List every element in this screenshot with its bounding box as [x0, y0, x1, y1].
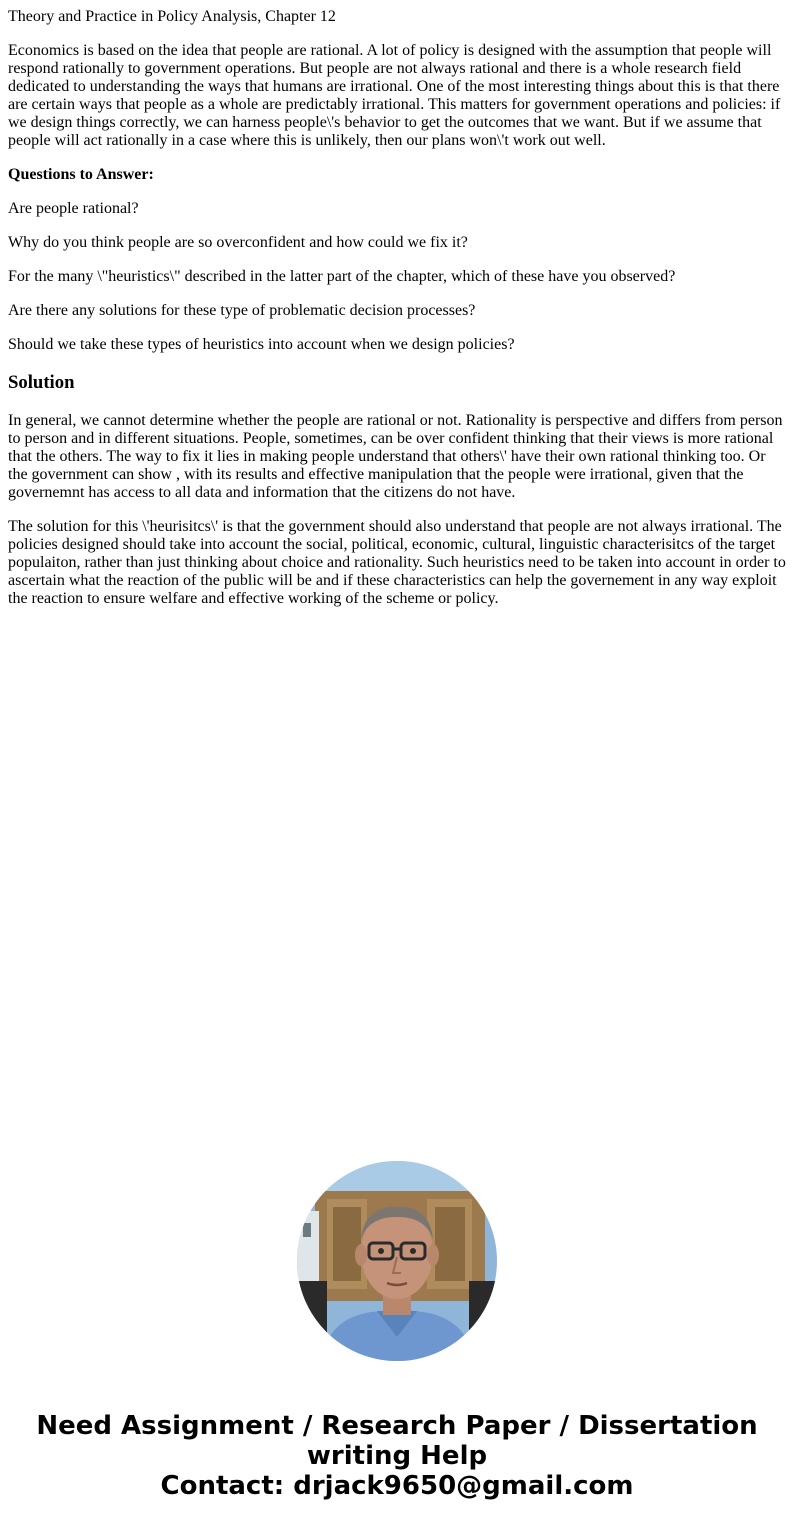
- questions-heading: Questions to Answer:: [8, 166, 154, 183]
- avatar: [297, 1161, 497, 1361]
- solution-paragraph: The solution for this \'heurisitcs\' is that the government should also understand that people are not always irrational. The policies designed should take into account the social, political, economic, cultural, linguistic characterisitcs of the target populaiton, rather than just thinking about choice and rationality. Such heuristics need to be taken into account in order to ascertain what the reaction of the public will be and if these characteristics can help the governement in any way exploit the reaction to ensure welfare and effective working of the scheme or policy.: [8, 518, 786, 607]
- contact-footer: [0, 1411, 794, 1501]
- document-body: [0, 8, 794, 608]
- question-item: For the many \"heuristics\" described in the latter part of the chapter, which of these have you observed?: [8, 268, 676, 285]
- footer-contact-line: Contact: drjack9650@gmail.com: [160, 1471, 634, 1501]
- footer-line-2: writing Help: [306, 1441, 488, 1471]
- avatar-portrait-image: [297, 1161, 497, 1361]
- question-item: Should we take these types of heuristics into account when we design policies?: [8, 336, 515, 353]
- question-item: Are there any solutions for these type of problematic decision processes?: [8, 302, 476, 319]
- footer-line-1: Need Assignment / Research Paper / Dissertation: [36, 1411, 758, 1441]
- question-item: Are people rational?: [8, 200, 139, 217]
- question-item: Why do you think people are so overconfident and how could we fix it?: [8, 234, 468, 251]
- document-title-line: Theory and Practice in Policy Analysis, Chapter 12: [8, 8, 336, 25]
- solution-paragraph: In general, we cannot determine whether the people are rational or not. Rationality is perspective and differs from person to person and in different situations. People, sometimes, can be over confident thinking that their views is more rational that the others. The way to fix it lies in making people understand that others\' have their own rational thinking too. Or the government can show , with its results and effective manipulation that the people were irrational, given that the governemnt has access to all data and information that the citizens do not have.: [8, 412, 783, 501]
- intro-paragraph: Economics is based on the idea that people are rational. A lot of policy is designed with the assumption that people will respond rationally to government operations. But people are not always rational and there is a whole research field dedicated to understanding the ways that humans are irrational. One of the most interesting things about this is that there are certain ways that people as a whole are predictably irrational. This matters for government operations and policies: if we design things correctly, we can harness people\'s behavior to get the outcomes that we want. But if we assume that people will act rationally in a case where this is unlikely, then our plans won\'t work out well.: [8, 42, 781, 149]
- solution-heading: Solution: [8, 372, 75, 393]
